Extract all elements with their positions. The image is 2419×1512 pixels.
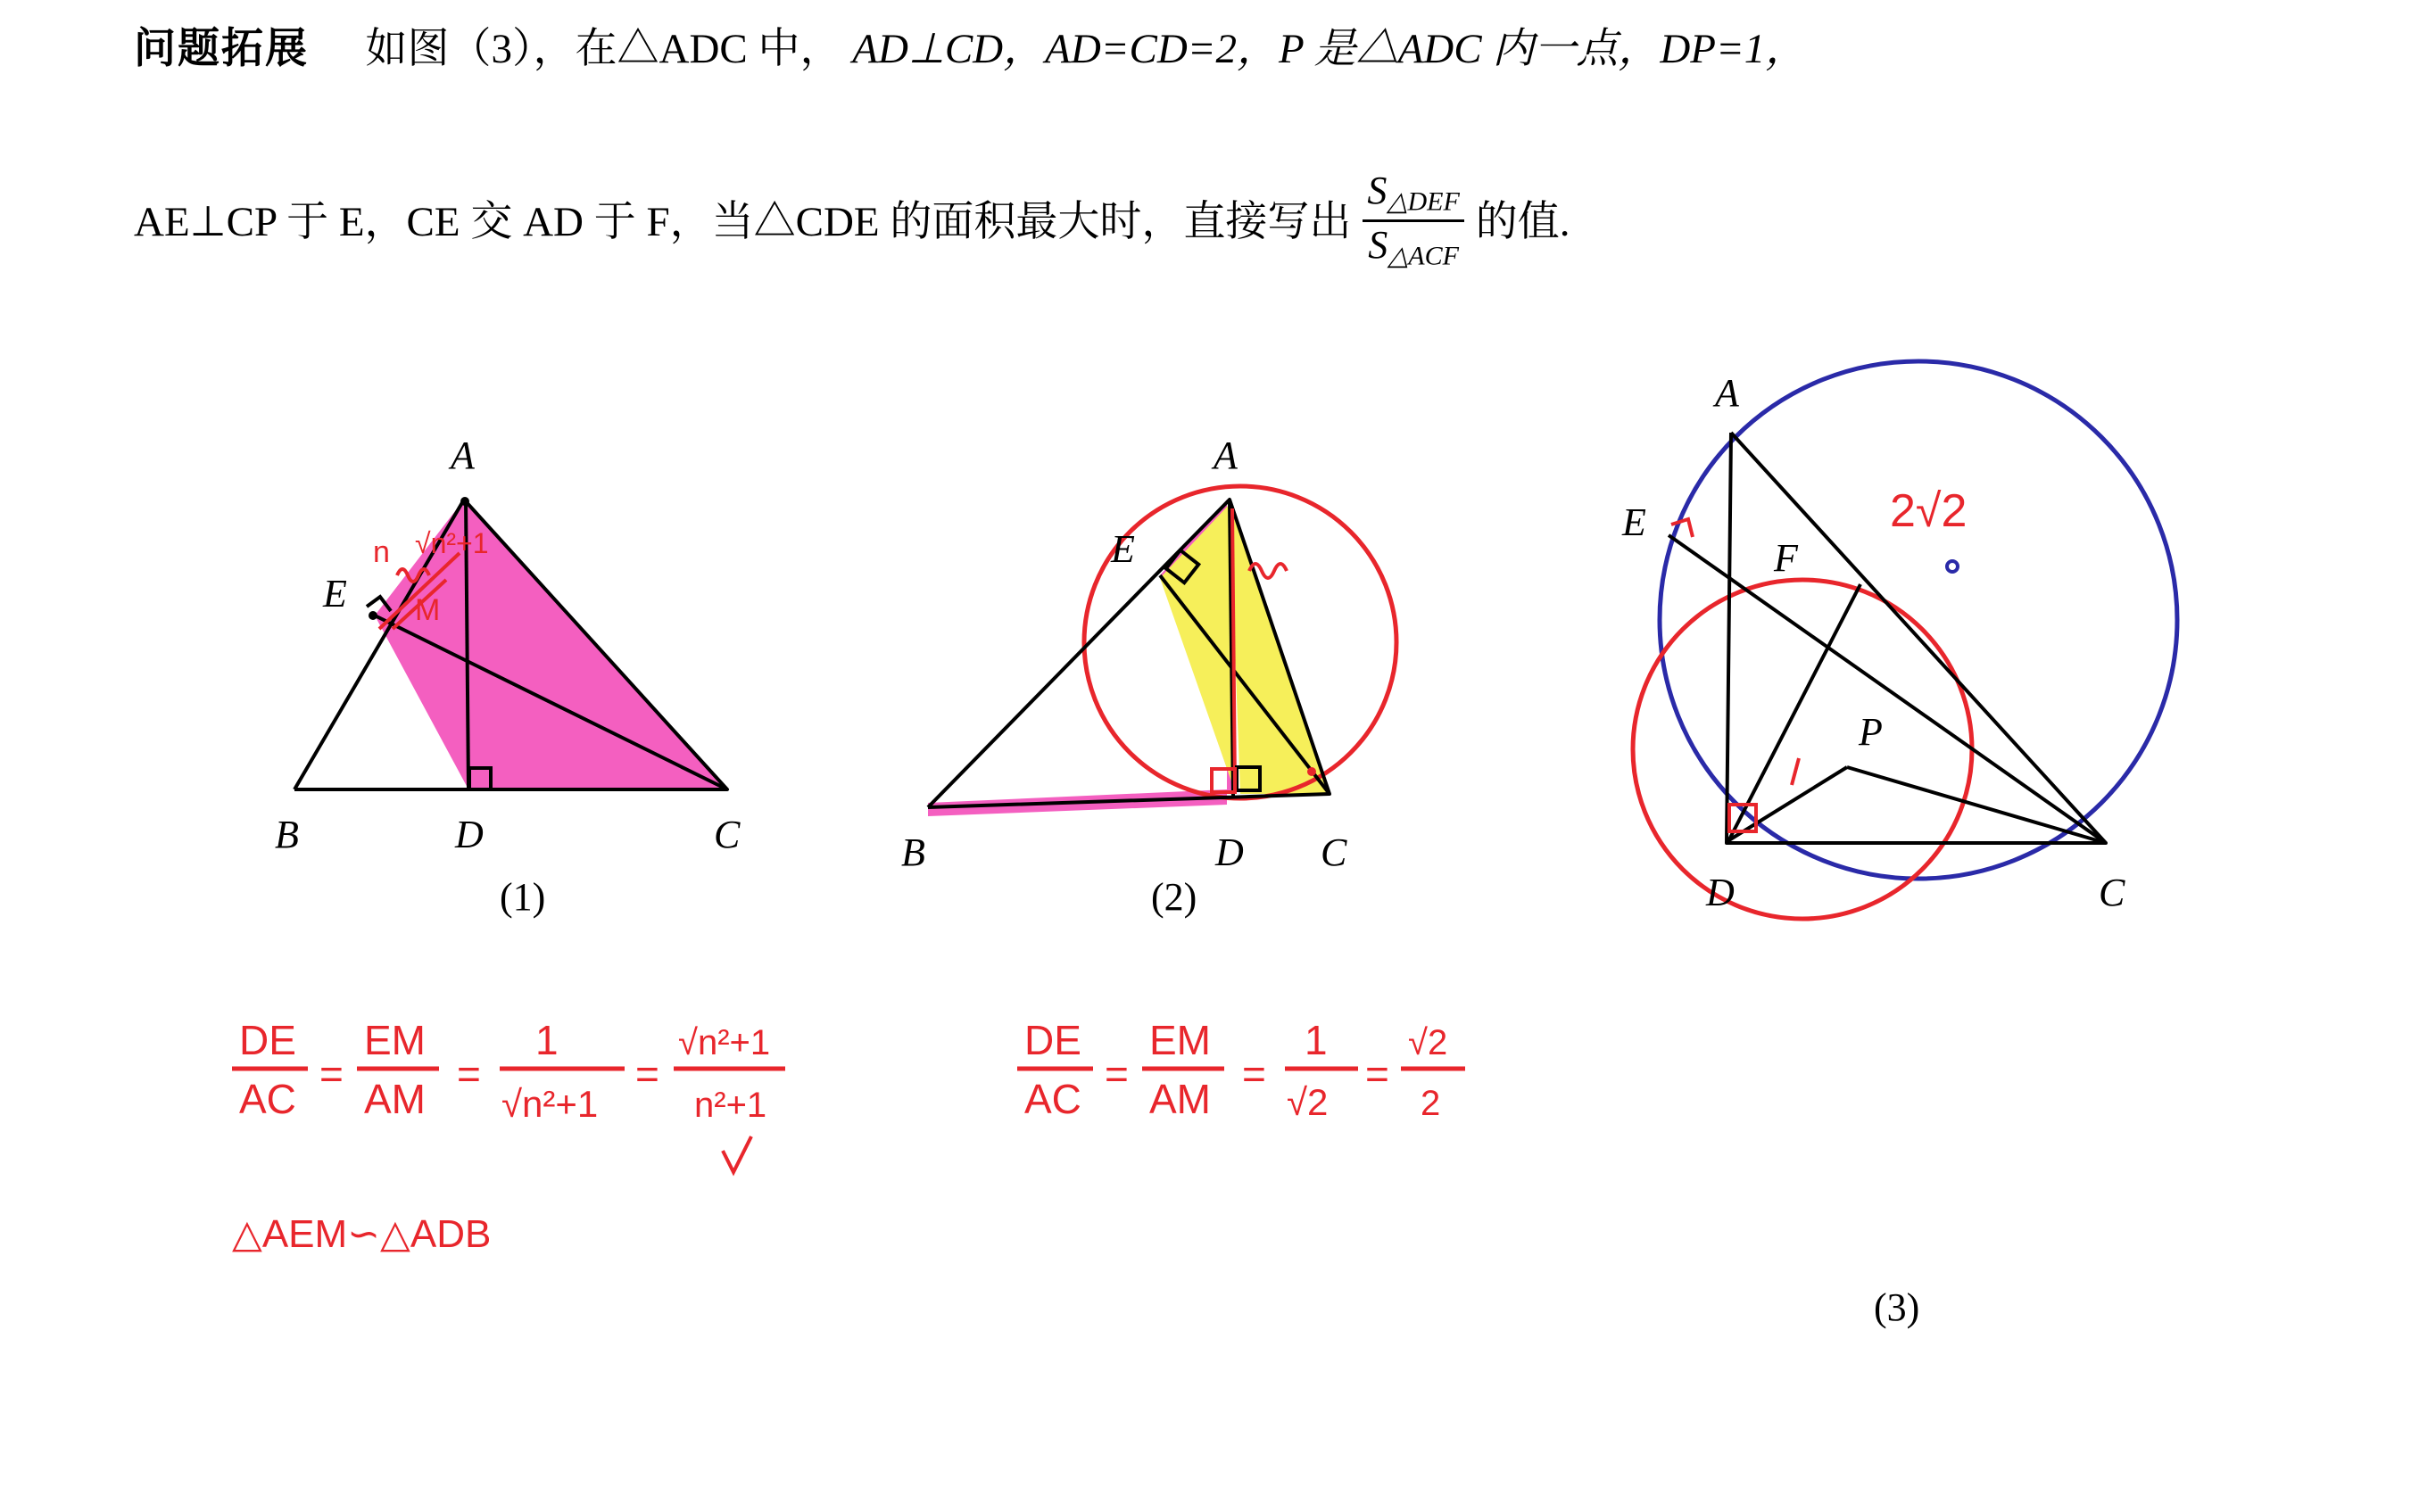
figure3-segment-pc <box>1847 767 2106 843</box>
handwritten-note-2 <box>1008 1017 1508 1213</box>
note1-frac1-den: √n²+1 <box>501 1083 599 1125</box>
figure-3-caption: (3) <box>1874 1285 1920 1329</box>
fraction-numerator: $S_{\triangle DEF}$ <box>1367 169 1460 217</box>
note1-similar-triangles: △AEM∽△ADB <box>232 1212 492 1256</box>
note2-frac-den: √2 <box>1287 1081 1329 1123</box>
problem-line-2 <box>134 169 2347 271</box>
figure1-annotation-root: √n²+1 <box>415 527 489 559</box>
figure-2-caption: (2) <box>1151 875 1197 919</box>
note1-frac1-num: 1 <box>535 1017 559 1063</box>
note2-am: AM <box>1149 1076 1211 1122</box>
figure1-label-b: B <box>275 813 299 856</box>
problem-statement <box>134 24 2347 271</box>
figure-1 <box>268 434 821 856</box>
figure-3 <box>1553 371 2284 963</box>
note1-eq-2: = <box>635 1051 659 1097</box>
problem-line2-part2: 的值. <box>1475 198 1570 245</box>
figure3-segment-ec <box>1669 535 2106 843</box>
note2-frac2-num: √2 <box>1408 1023 1448 1062</box>
problem-heading: 问题拓展 <box>134 24 309 71</box>
figure1-annotation-m: M <box>415 593 441 627</box>
note2-ac: AC <box>1024 1076 1081 1122</box>
figure2-label-a: A <box>1214 434 1238 477</box>
fraction-denominator: $S_{\triangle ACF}$ <box>1363 219 1464 270</box>
figure1-annotation-n: n <box>373 535 390 569</box>
figure2-yellow-region-2 <box>1160 504 1236 794</box>
figure3-label-c: C <box>2099 871 2125 914</box>
figure3-tick-dp <box>1792 758 1799 785</box>
note1-eq-1: = <box>457 1051 481 1097</box>
figures-area <box>0 357 2419 1499</box>
figure2-red-dot-c <box>1307 767 1316 776</box>
note1-ac: AC <box>239 1076 296 1122</box>
figure3-label-f: F <box>1774 536 1798 580</box>
area-ratio-fraction <box>1362 171 1464 269</box>
figure1-vertex-dot-e <box>369 611 377 620</box>
note2-em: EM <box>1149 1017 1211 1063</box>
figure1-label-a: A <box>451 434 475 477</box>
figure2-label-d: D <box>1215 830 1244 874</box>
problem-line-1 <box>134 24 2347 72</box>
note2-frac-num: 1 <box>1305 1017 1328 1063</box>
figure-1-caption: (1) <box>500 875 546 919</box>
problem-line1-part2: AD⊥CD，AD=CD=2，P 是△ADC 内一点，DP=1， <box>852 26 1808 72</box>
figure1-right-angle-e <box>367 597 391 611</box>
figure3-label-p: P <box>1859 710 1883 754</box>
note1-de: DE <box>239 1017 296 1063</box>
problem-line2-part1: AE⊥CP 于 E，CE 交 AD 于 F，当△CDE 的面积最大时，直接写出 <box>134 198 1352 245</box>
figure3-label-d: D <box>1706 871 1735 914</box>
figure2-label-e: E <box>1111 527 1135 571</box>
note2-frac2-den: 2 <box>1421 1084 1441 1123</box>
figure2-label-b: B <box>901 830 925 874</box>
figure3-label-a: A <box>1715 371 1739 415</box>
note1-frac2-num: √n²+1 <box>678 1023 771 1062</box>
figure3-label-e: E <box>1622 500 1646 544</box>
note2-de: DE <box>1024 1017 1081 1063</box>
figure1-label-e: E <box>323 572 347 616</box>
figure3-annotation-2root2: 2√2 <box>1890 485 1968 537</box>
note1-frac2-den: n²+1 <box>694 1086 767 1125</box>
figure-2 <box>892 434 1517 874</box>
figure1-vertex-dot-a <box>460 497 469 506</box>
note1-eq-sign-a: = <box>319 1051 344 1097</box>
figure1-label-c: C <box>714 813 741 856</box>
note1-check-mark <box>723 1136 751 1172</box>
note1-em: EM <box>364 1017 426 1063</box>
problem-line1-part1: 如图（3），在△ADC 中， <box>365 26 842 72</box>
figure3-center-dot <box>1947 561 1958 572</box>
note2-eq-sign-a: = <box>1105 1051 1129 1097</box>
note2-eq-2: = <box>1365 1051 1389 1097</box>
note2-eq-1: = <box>1242 1051 1266 1097</box>
note1-am: AM <box>364 1076 426 1122</box>
figure1-label-d: D <box>455 813 484 856</box>
handwritten-note-1 <box>223 1017 866 1329</box>
figure2-label-c: C <box>1321 830 1347 874</box>
